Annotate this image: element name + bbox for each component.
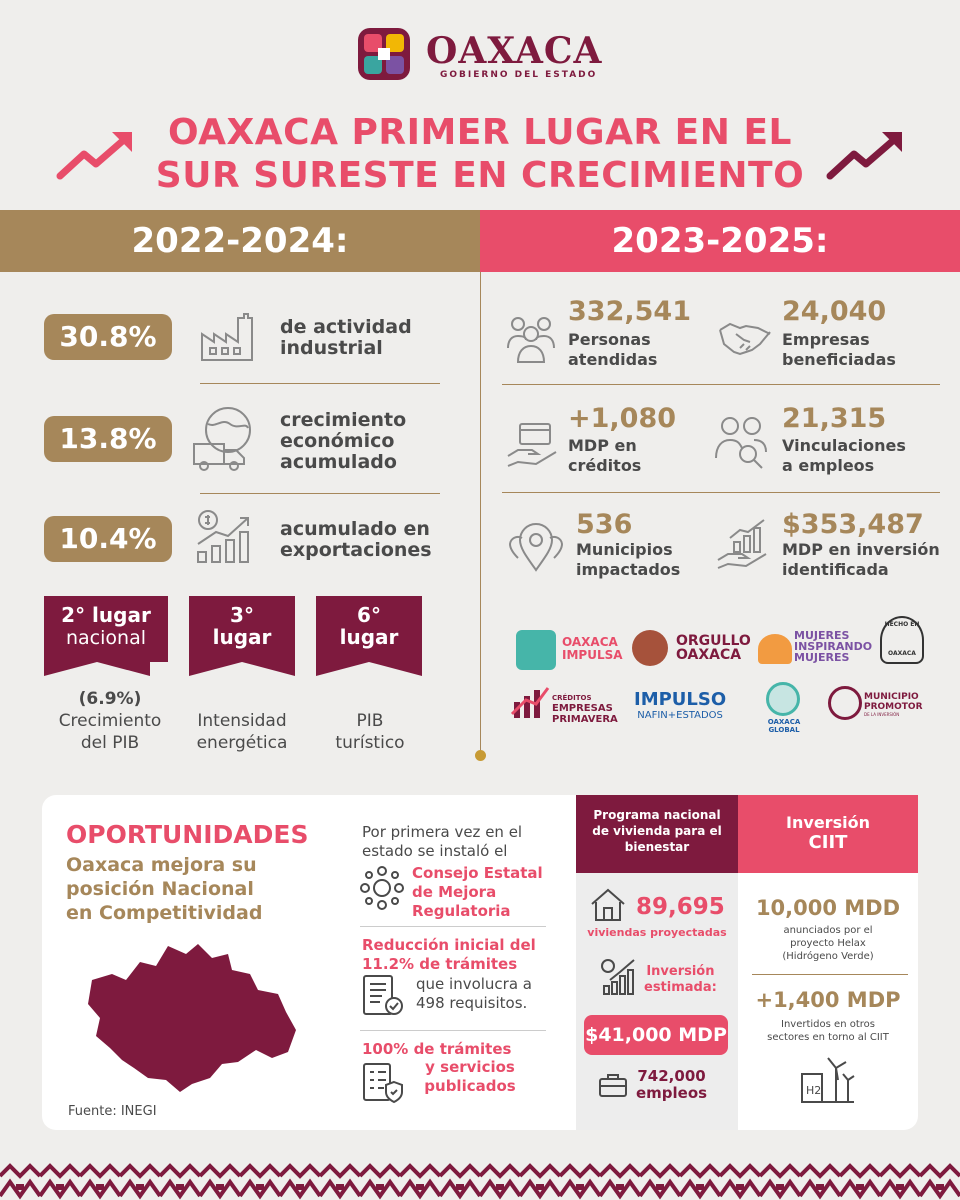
divider: [502, 384, 940, 385]
municipio-promotor-logo-icon: [828, 686, 862, 720]
oaxaca-impulsa-logo-icon: [516, 630, 556, 670]
oaxaca-impulsa-line1: OAXACA: [562, 635, 618, 649]
creditos-line1: CRÉDITOS: [552, 694, 592, 702]
card-hand-icon: [506, 420, 560, 468]
divider: [200, 493, 440, 494]
stat-municipalities-value: 536: [576, 509, 633, 540]
rank-caption-2-line1: Intensidad: [197, 711, 287, 731]
orgullo-line2: OAXACA: [676, 647, 742, 663]
stat-municipalities-label: [576, 540, 680, 580]
stat-companies-value: 24,040: [782, 296, 887, 327]
housing-header-line1: Programa nacional: [593, 808, 721, 822]
stat-economic-line2: económico: [280, 430, 395, 452]
rank-banner-2-line1: 3°: [230, 603, 254, 627]
impulso-line2: NAFIN+ESTADOS: [637, 710, 723, 721]
opportunities-subtitle: [66, 853, 262, 925]
ciit-desc1-line3: (Hidrógeno Verde): [782, 951, 874, 962]
hecho-line1: HECHO EN: [884, 621, 920, 628]
document-check-icon: [362, 974, 404, 1018]
period-left-label: 2022-2024:: [131, 221, 349, 261]
regulatory-intro: [362, 823, 522, 861]
divider: [502, 492, 940, 493]
impulso-nafin-logo: [634, 690, 726, 722]
stat-people-value: 332,541: [568, 296, 691, 327]
housing-homes-label: viviendas proyectadas: [587, 926, 727, 939]
stat-economic-line3: acumulado: [280, 451, 397, 473]
stat-exports-text: [280, 519, 432, 561]
regulatory-reduction-line3: que involucra a: [416, 975, 532, 993]
housing-investment-value: $41,000 MDP: [584, 1015, 728, 1055]
main-title-line2: SUR SURESTE EN CRECIMIENTO: [155, 155, 805, 196]
mujeres-logo-icon: [758, 634, 792, 664]
oaxaca-map-icon: [82, 940, 302, 1095]
logo-name: OAXACA: [426, 30, 603, 72]
regulatory-council-line2: de Mejora: [412, 883, 497, 901]
municipio-promotor-logo: [864, 692, 923, 718]
logo-subtitle: GOBIERNO DEL ESTADO: [440, 70, 598, 80]
regulatory-council-line1: Consejo Estatal: [412, 864, 543, 882]
creditos-primavera-logo: [552, 694, 618, 725]
stat-exports-line1: acumulado en: [280, 518, 430, 540]
regulatory-published-line1-wrap: [362, 1040, 511, 1059]
opportunities-title: OPORTUNIDADES: [66, 820, 309, 849]
people-search-icon: [714, 412, 770, 470]
rank-caption-3-line2: turístico: [335, 733, 405, 753]
stat-jobs-label-line2: a empleos: [782, 456, 875, 475]
stat-economic-line1: crecimiento: [280, 409, 407, 431]
regulatory-reduction: [362, 936, 536, 974]
housing-investment-line1: Inversión: [646, 964, 715, 979]
divider: [360, 926, 546, 927]
municipio-line1: MUNICIPIO: [864, 692, 919, 702]
regulatory-published-line3: publicados: [424, 1077, 516, 1095]
oaxaca-logo-icon: [356, 26, 412, 82]
oaxaca-global-logo: [760, 718, 808, 734]
orgullo-line1: ORGULLO: [676, 633, 751, 649]
stat-companies-label: [782, 330, 896, 370]
oaxaca-global-logo-icon: [766, 682, 800, 716]
main-title-line1: OAXACA PRIMER LUGAR EN EL: [168, 112, 792, 153]
rank-caption-1: [40, 688, 180, 754]
stat-people-label-line2: atendidas: [568, 350, 658, 369]
rank-caption-2-line2: energética: [196, 733, 288, 753]
housing-jobs-label: empleos: [636, 1084, 708, 1102]
council-people-icon: [360, 866, 404, 910]
oaxaca-impulsa-line2: IMPULSA: [562, 648, 623, 662]
housing-homes-value: 89,695: [636, 894, 725, 920]
municipio-line3: DE LA INVERSIÓN: [864, 712, 900, 717]
housing-jobs-value: 742,000: [637, 1067, 706, 1085]
regulatory-published: [420, 1058, 520, 1096]
ciit-desc2: [738, 1018, 918, 1044]
divider-dot: [475, 750, 486, 761]
mujeres-inspirando-logo: [794, 630, 872, 663]
regulatory-reduction-line2: 11.2% de trámites: [362, 955, 518, 973]
mujeres-line1: MUJERES: [794, 629, 850, 642]
stat-investment-label-line1: MDP en inversión: [782, 540, 940, 559]
rank-banner-1-line1: 2° lugar: [61, 603, 151, 627]
people-group-icon: [504, 310, 558, 364]
stat-jobs-label: [782, 436, 906, 476]
mujeres-line2: INSPIRANDO: [794, 640, 873, 653]
regulatory-requirements: [416, 975, 532, 1013]
regulatory-reduction-line4: 498 requisitos.: [416, 994, 528, 1012]
stat-people-label: [568, 330, 657, 370]
rank-banner-2: [189, 596, 295, 662]
ciit-header-line2: CIIT: [808, 832, 848, 853]
rank-banner-3-line2: lugar: [339, 625, 399, 649]
investment-chart-icon: [600, 958, 638, 996]
municipio-line2: PROMOTOR: [864, 702, 923, 712]
stat-industrial-line2: industrial: [280, 337, 383, 359]
stat-investment-label-line2: identificada: [782, 560, 889, 579]
housing-jobs: [636, 1068, 707, 1102]
stat-companies-label-line1: Empresas: [782, 330, 870, 349]
housing-header-line2: de vivienda para el: [592, 824, 722, 838]
regulatory-council-line3: Regulatoria: [412, 902, 511, 920]
regulatory-published-line1: 100% de trámites: [362, 1040, 512, 1058]
mujeres-line3: MUJERES: [794, 651, 850, 664]
orgullo-oaxaca-logo-icon: [632, 630, 668, 666]
ciit-value1: 10,000 MDD: [755, 896, 901, 920]
rank-caption-3-line1: PIB: [356, 711, 384, 731]
rank-banner-1-line2: nacional: [66, 627, 146, 649]
opportunities-subtitle-line3: en Competitividad: [66, 902, 263, 924]
stat-economic-text: [280, 410, 406, 473]
ciit-desc2-line1: Invertidos en otros: [781, 1019, 875, 1030]
rank-caption-1-line3: del PIB: [80, 733, 140, 753]
orgullo-oaxaca-logo: [676, 634, 751, 662]
rank-banner-3-line1: 6°: [357, 603, 381, 627]
regulatory-published-line2: y servicios: [425, 1058, 515, 1076]
handshake-icon: [718, 318, 772, 358]
opportunities-subtitle-line1: Oaxaca mejora su: [66, 854, 257, 876]
period-right-label: 2023-2025:: [611, 221, 829, 261]
stat-credits-label-line2: créditos: [568, 456, 642, 475]
factory-icon: [198, 308, 254, 364]
regulatory-council: [412, 864, 543, 921]
stat-credits-value: +1,080: [568, 403, 677, 434]
stat-municipalities-label-line1: Municipios: [576, 540, 673, 559]
ciit-header-line1: Inversión: [786, 813, 870, 832]
housing-header: [576, 795, 738, 873]
housing-investment-line2: estimada:: [644, 980, 717, 995]
rank-caption-1-line2: Crecimiento: [58, 711, 162, 731]
hydrogen-plant-icon: [798, 1050, 858, 1106]
rank-banner-1: [44, 596, 168, 662]
regulatory-reduction-line1: Reducción inicial del: [362, 936, 536, 954]
globe-truck-icon: [190, 404, 256, 474]
stat-exports-value: 10.4%: [44, 516, 172, 562]
stat-investment-value: $353,487: [782, 509, 924, 540]
rank-banner-3: [316, 596, 422, 662]
stat-industrial-line1: de actividad: [280, 316, 412, 338]
divider: [360, 1030, 546, 1031]
stat-jobs-value: 21,315: [782, 403, 887, 434]
regulatory-intro-line1: Por primera vez en el: [362, 823, 523, 841]
stat-jobs-label-line1: Vinculaciones: [782, 436, 906, 455]
period-band-right: [480, 210, 960, 272]
housing-header-line3: bienestar: [624, 840, 690, 854]
oaxaca-impulsa-logo: [562, 636, 623, 662]
global-line1: OAXACA: [767, 718, 801, 726]
ciit-desc1-line2: proyecto Helax: [790, 938, 866, 949]
decorative-pattern-border: [0, 1162, 960, 1200]
global-line2: GLOBAL: [768, 726, 800, 734]
checklist-shield-icon: [362, 1060, 404, 1104]
column-divider: [480, 272, 481, 752]
hecho-line2: OAXACA: [888, 650, 916, 657]
stat-municipalities-label-line2: impactados: [576, 560, 681, 579]
rank-banner-2-line2: lugar: [212, 625, 272, 649]
stat-industrial-value: 30.8%: [44, 314, 172, 360]
divider: [200, 383, 440, 384]
creditos-line3: PRIMAVERA: [552, 714, 618, 725]
house-icon: [590, 888, 626, 922]
map-pins-icon: [508, 520, 564, 572]
investment-hand-icon: [716, 518, 772, 570]
ciit-header: [738, 795, 918, 873]
stat-credits-label: [568, 436, 641, 476]
divider: [752, 974, 908, 975]
ciit-desc1-line1: anunciados por el: [783, 925, 873, 936]
period-band-left: [0, 210, 480, 272]
source-note: Fuente: INEGI: [68, 1104, 157, 1119]
rank-caption-2: [178, 710, 306, 754]
briefcase-icon: [598, 1072, 628, 1098]
regulatory-intro-line2: estado se instaló el: [362, 842, 508, 860]
stat-companies-label-line2: beneficiadas: [782, 350, 896, 369]
h2-label: H2: [806, 1084, 822, 1097]
stat-industrial-text: [280, 317, 412, 359]
hecho-en-oaxaca-logo: [880, 616, 924, 664]
growth-chart-icon: [194, 508, 254, 566]
creditos-primavera-logo-icon: [510, 684, 550, 722]
ciit-desc1: [738, 924, 918, 963]
rank-caption-1-line1: (6.9%): [78, 689, 142, 709]
stat-investment-label: [782, 540, 940, 580]
stat-people-label-line1: Personas: [568, 330, 651, 349]
stat-economic-value: 13.8%: [44, 416, 172, 462]
creditos-line2: EMPRESAS: [552, 703, 613, 714]
ciit-value2: +1,400 MDP: [755, 988, 901, 1012]
impulso-line1: IMPULSO: [634, 689, 727, 710]
opportunities-subtitle-line2: posición Nacional: [66, 878, 254, 900]
stat-exports-line2: exportaciones: [280, 539, 432, 561]
stat-credits-label-line1: MDP en: [568, 436, 637, 455]
ciit-desc2-line2: sectores en torno al CIIT: [767, 1032, 889, 1043]
housing-investment-label: [644, 964, 717, 996]
rank-caption-3: [310, 710, 430, 754]
